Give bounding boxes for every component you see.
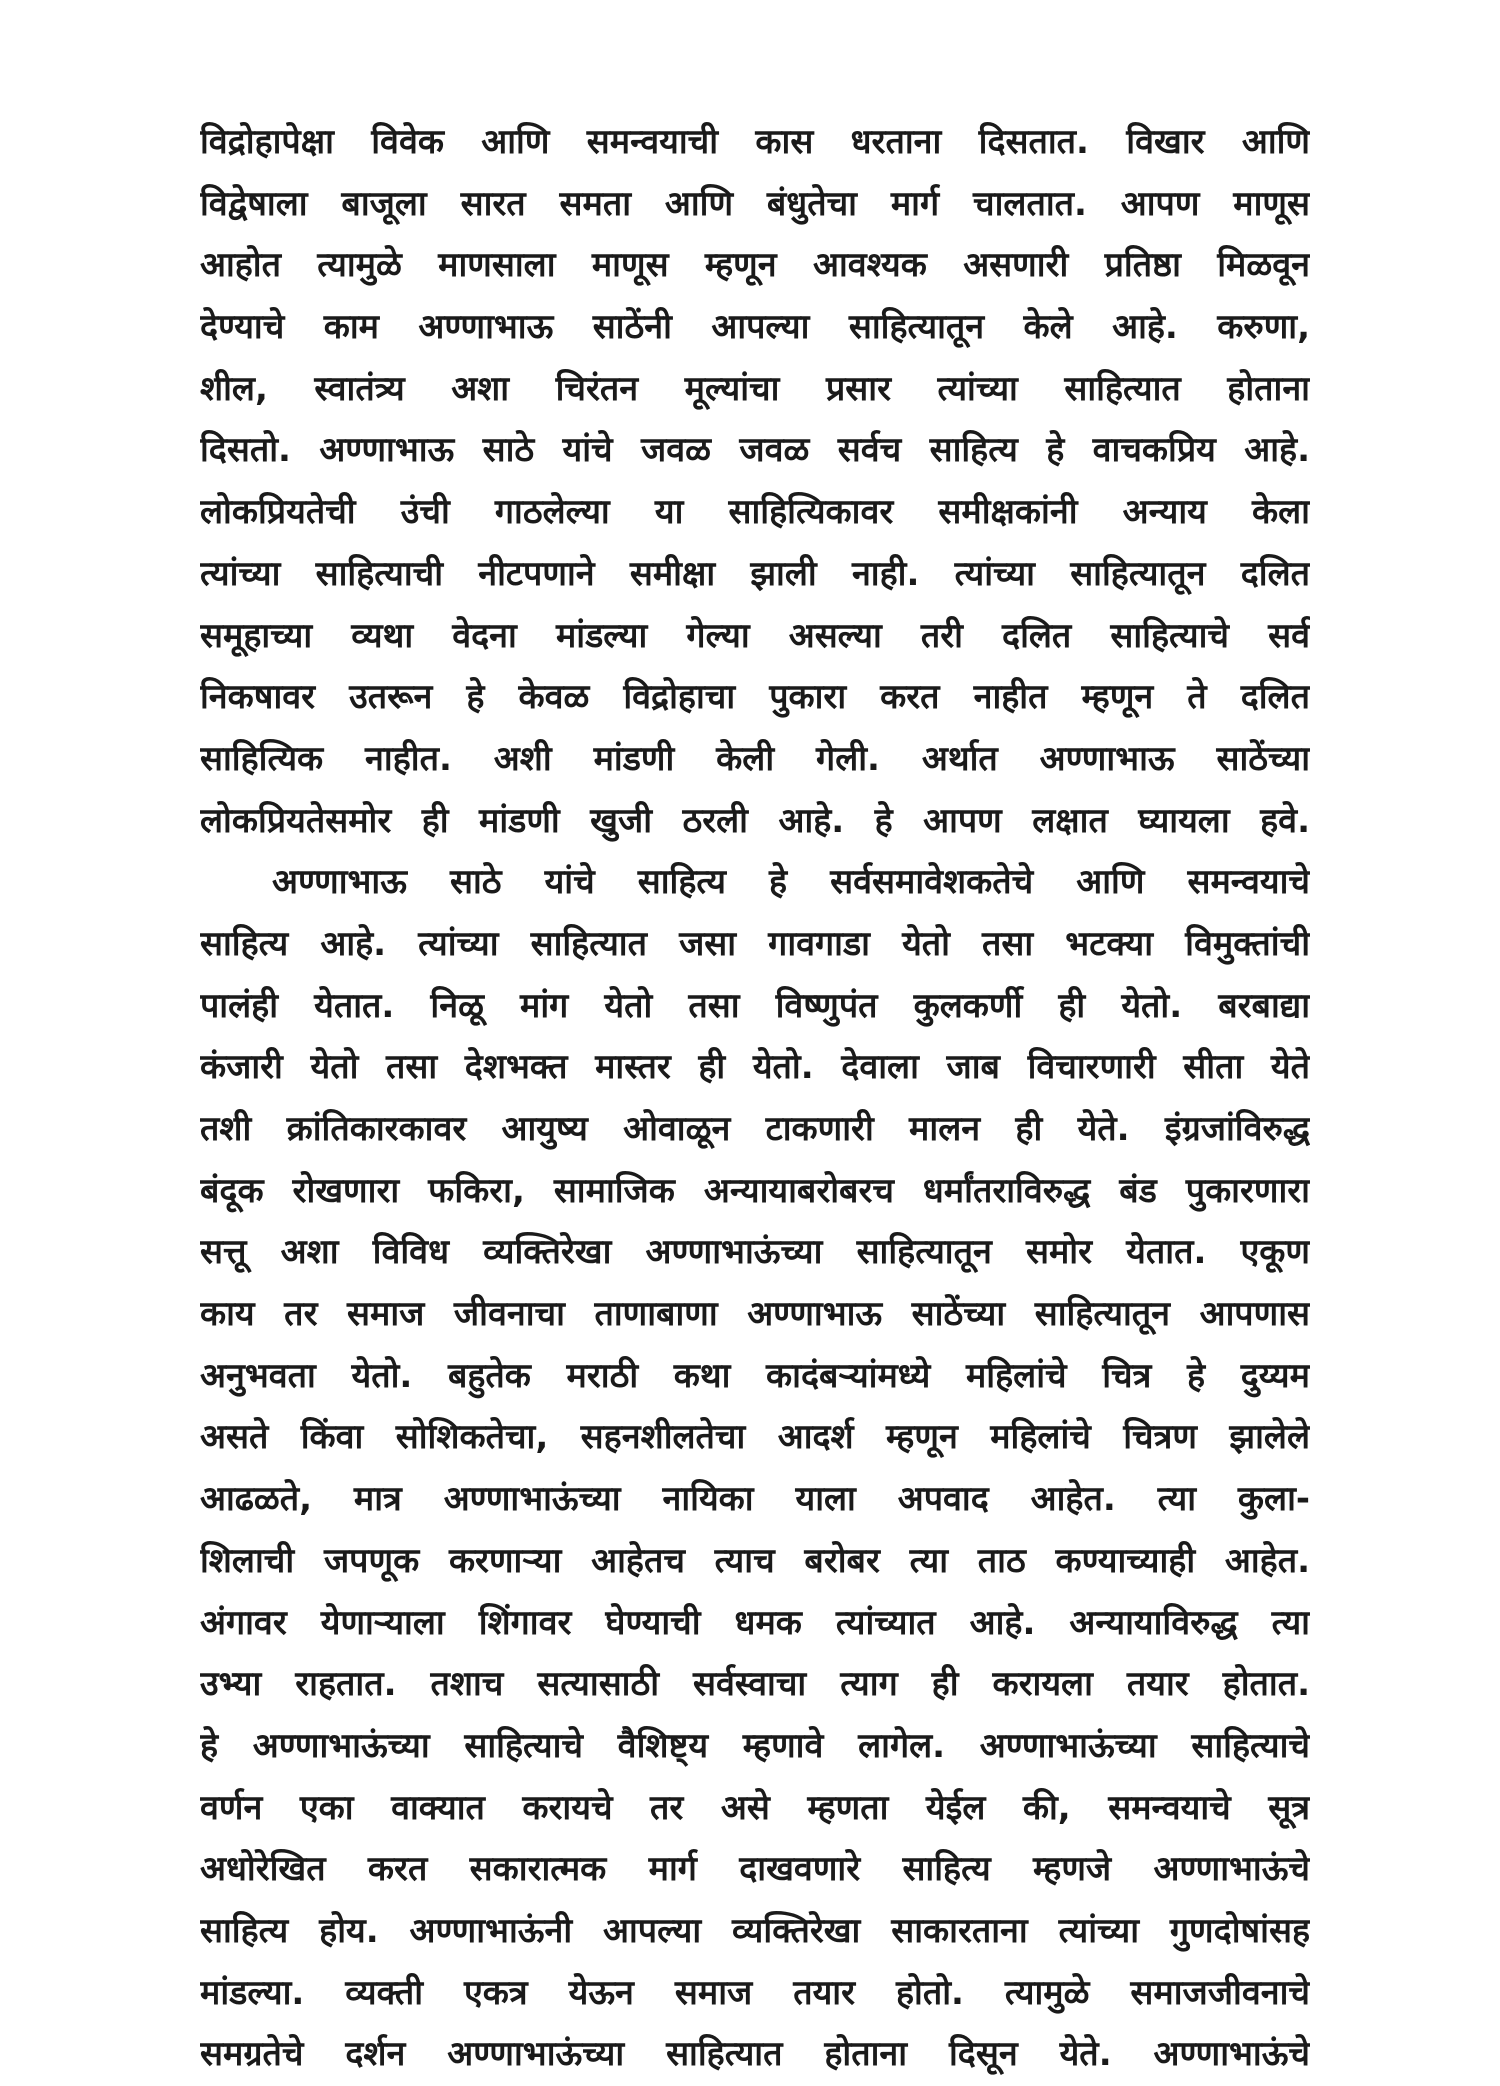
text-line: समूहाच्या व्यथा वेदना मांडल्या गेल्या असल्या तरी दलित साहित्याचे सर्व — [200, 615, 1310, 656]
text-line: समग्रतेचे दर्शन अण्णाभाऊंच्या साहित्यात होताना दिसून येते. अण्णाभाऊंचे — [200, 2034, 1310, 2075]
text-line: तशी क्रांतिकारकावर आयुष्य ओवाळून टाकणारी मालन ही येते. इंग्रजांविरुद्ध — [200, 1109, 1310, 1149]
text-line: अधोरेखित करत सकारात्मक मार्ग दाखवणारे साहित्य म्हणजे अण्णाभाऊंचे — [200, 1849, 1310, 1890]
text-line: हे अण्णाभाऊंच्या साहित्याचे वैशिष्ट्य म्हणावे लागेल. अण्णाभाऊंच्या साहित्याचे — [200, 1725, 1310, 1766]
body-text — [200, 112, 1310, 2086]
text-line: लोकप्रियतेची उंची गाठलेल्या या साहित्यिकावर समीक्षकांनी अन्याय केला — [200, 492, 1310, 533]
text-line: काय तर समाज जीवनाचा ताणाबाणा अण्णाभाऊ साठेंच्या साहित्यातून आपणास — [200, 1294, 1310, 1335]
text-line: साहित्य आहे. त्यांच्या साहित्यात जसा गावगाडा येतो तसा भटक्या विमुक्तांची — [200, 923, 1310, 964]
text-line: पालंही येतात. निळू मांग येतो तसा विष्णुपंत कुलकर्णी ही येतो. बरबाद्या — [200, 985, 1310, 1026]
text-line: सत्तू अशा विविध व्यक्तिरेखा अण्णाभाऊंच्या साहित्यातून समोर येतात. एकूण — [200, 1232, 1310, 1273]
text-line: कंजारी येतो तसा देशभक्त मास्तर ही येतो. देवाला जाब विचारणारी सीता येते — [200, 1047, 1310, 1088]
text-line: आहोत त्यामुळे माणसाला माणूस म्हणून आवश्यक असणारी प्रतिष्ठा मिळवून — [200, 245, 1310, 286]
text-line: निकषावर उतरून हे केवळ विद्रोहाचा पुकारा करत नाहीत म्हणून ते दलित — [200, 677, 1310, 718]
text-line: त्यांच्या साहित्याची नीटपणाने समीक्षा झाली नाही. त्यांच्या साहित्यातून दलित — [200, 553, 1310, 594]
text-line: शिलाची जपणूक करणाऱ्या आहेतच त्याच बरोबर त्या ताठ कण्याच्याही आहेत. — [200, 1540, 1310, 1581]
text-line: दिसतो. अण्णाभाऊ साठे यांचे जवळ जवळ सर्वच साहित्य हे वाचकप्रिय आहे. — [200, 430, 1310, 471]
text-line: साहित्य होय. अण्णाभाऊंनी आपल्या व्यक्तिरेखा साकारताना त्यांच्या गुणदोषांसह — [200, 1910, 1310, 1951]
text-line: विद्रोहापेक्षा विवेक आणि समन्वयाची कास धरताना दिसतात. विखार आणि — [200, 122, 1310, 162]
text-line: वर्णन एका वाक्यात करायचे तर असे म्हणता येईल की, समन्वयाचे सूत्र — [200, 1787, 1310, 1828]
text-line: अण्णाभाऊ साठे यांचे साहित्य हे सर्वसमावेशकतेचे आणि समन्वयाचे — [272, 862, 1310, 903]
text-line: अनुभवता येतो. बहुतेक मराठी कथा कादंबऱ्यांमध्ये महिलांचे चित्र हे दुय्यम — [200, 1355, 1310, 1396]
text-line: मांडल्या. व्यक्ती एकत्र येऊन समाज तयार होतो. त्यामुळे समाजजीवनाचे — [200, 1972, 1310, 2013]
document-page — [200, 112, 1310, 2086]
text-line: आढळते, मात्र अण्णाभाऊंच्या नायिका याला अपवाद आहेत. त्या कुला- — [200, 1479, 1310, 1520]
text-line: देण्याचे काम अण्णाभाऊ साठेंनी आपल्या साहित्यातून केले आहे. करुणा, — [200, 307, 1310, 348]
text-line: उभ्या राहतात. तशाच सत्यासाठी सर्वस्वाचा त्याग ही करायला तयार होतात. — [200, 1664, 1310, 1705]
text-line: असते किंवा सोशिकतेचा, सहनशीलतेचा आदर्श म्हणून महिलांचे चित्रण झालेले — [200, 1417, 1310, 1458]
text-line: शील, स्वातंत्र्य अशा चिरंतन मूल्यांचा प्रसार त्यांच्या साहित्यात होताना — [200, 368, 1310, 409]
text-line: लोकप्रियतेसमोर ही मांडणी खुजी ठरली आहे. हे आपण लक्षात घ्यायला हवे. — [200, 800, 1310, 841]
text-line: विद्वेषाला बाजूला सारत समता आणि बंधुतेचा मार्ग चालतात. आपण माणूस — [200, 183, 1310, 224]
text-line: बंदूक रोखणारा फकिरा, सामाजिक अन्यायाबरोबरच धर्मांतराविरुद्ध बंड पुकारणारा — [200, 1170, 1310, 1211]
text-line: साहित्यिक नाहीत. अशी मांडणी केली गेली. अर्थात अण्णाभाऊ साठेंच्या — [200, 738, 1310, 779]
text-line: अंगावर येणाऱ्याला शिंगावर घेण्याची धमक त्यांच्यात आहे. अन्यायाविरुद्ध त्या — [200, 1602, 1310, 1643]
